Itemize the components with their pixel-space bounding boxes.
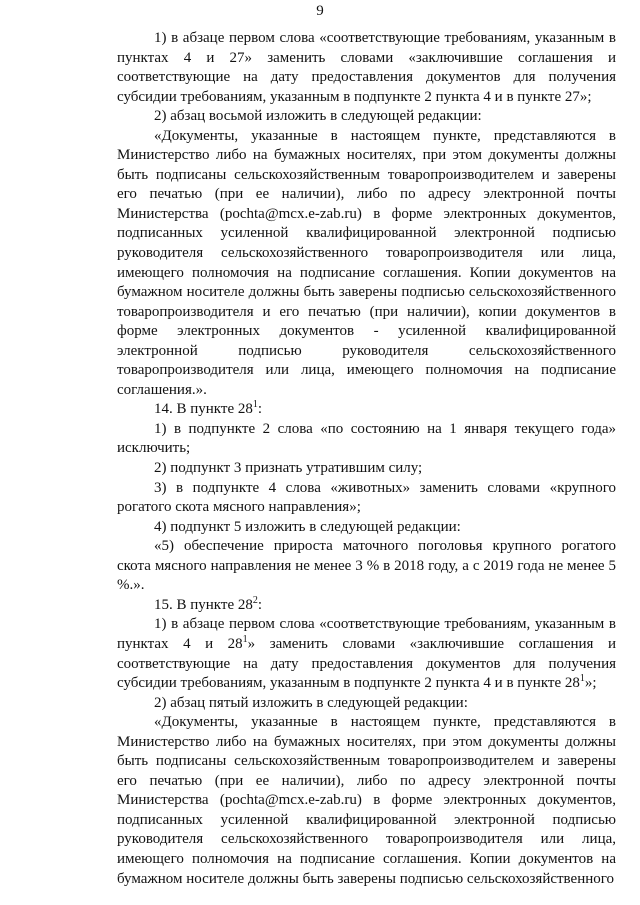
page-number: 9: [316, 3, 324, 19]
paragraph-text: 14. В пункте 28: [154, 401, 253, 418]
paragraph-text: :: [257, 596, 263, 613]
paragraph-6: [117, 459, 616, 479]
paragraph-text: «Документы, указанные в настоящем пункте, представляются в Министерство либо на бумажных носителях, при этом документы должны быть подписаны сельскохозяйственным товаропроизводителем и заверены его печатью (при ее наличии), либо по адресу электронной почты Министерства (pochta@mcx.e-zab.ru) в форме электронных документов, подписанных усиленной квалифицированной электронной подписью руководителя сельскохозяйственного товаропроизводителя или лица, имеющего полномочия на подписание соглашения. Копии документов на бумажном носителе должны быть заверены подписью сельскохозяйственного: [117, 714, 616, 887]
paragraph-13: [117, 713, 616, 889]
paragraph-3: [117, 127, 616, 401]
paragraph-12: [117, 694, 616, 714]
paragraph-7: [117, 479, 616, 518]
paragraph-text: 1) в абзаце первом слова «соответствующие требованиям, указанным в пунктах 4 и 28: [117, 616, 616, 652]
document-body: [117, 29, 616, 889]
paragraph-text: 2) подпункт 3 признать утратившим силу;: [154, 460, 423, 477]
paragraph-text: 1) в подпункте 2 слова «по состоянию на 1 января текущего года» исключить;: [117, 420, 616, 457]
paragraph-2: [117, 107, 616, 127]
paragraph-1: [117, 29, 616, 107]
superscript: 1: [242, 633, 248, 645]
superscript: 1: [252, 399, 258, 411]
paragraph-text: 3) в подпункте 4 слова «животных» заменить словами «крупного рогатого скота мясного направления»;: [117, 479, 616, 516]
paragraph-text: «Документы, указанные в настоящем пункте, представляются в Министерство либо на бумажных носителях, при этом документы должны быть подписаны сельскохозяйственным товаропроизводителем и заверены его печатью (при ее наличии), либо по адресу электронной почты Министерства (pochta@mcx.e-zab.ru) в форме электронных документов, подписанных усиленной квалифицированной электронной подписью руководителя сельскохозяйственного товаропроизводителя или лица, имеющего полномочия на подписание соглашения. Копии документов на бумажном носителе должны быть заверены подписью сельскохозяйственного товаропроизводителя и его печатью (при наличии), копии документов в форме электронных документов - усиленной квалифицированной электронной подписью руководителя сельскохозяйственного товаропроизводителя или лица, имеющего полномочия на подписание соглашения.».: [117, 127, 616, 398]
paragraph-text: 2) абзац восьмой изложить в следующей редакции:: [154, 108, 482, 125]
paragraph-text: 1) в абзаце первом слова «соответствующие требованиям, указанным в пунктах 4 и 27» заменить словами «заключившие соглашения и соответствующие на дату предоставления документов для получения субсидии требованиям, указанным в подпункте 2 пункта 4 и в пункте 27»;: [117, 30, 616, 105]
item-14-heading: [117, 400, 616, 420]
paragraph-text: 4) подпункт 5 изложить в следующей редакции:: [154, 518, 461, 535]
paragraph-text: » заменить словами «заключившие соглашения и соответствующие на дату предоставления документов для получения субсидии требованиям, указанным в подпункте 2 пункта 4 и в пункте 28: [117, 635, 616, 692]
paragraph-text: 15. В пункте 28: [154, 596, 253, 613]
paragraph-text: »;: [584, 675, 597, 692]
paragraph-text: 2) абзац пятый изложить в следующей редакции:: [154, 694, 468, 711]
paragraph-text: «5) обеспечение прироста маточного поголовья крупного рогатого скота мясного направления не менее 3 % в 2018 году, а с 2019 года не менее 5 %.».: [117, 538, 616, 594]
paragraph-8: [117, 518, 616, 538]
paragraph-5: [117, 420, 616, 459]
paragraph-9: [117, 537, 616, 596]
paragraph-11: [117, 615, 616, 693]
superscript: 2: [252, 594, 258, 606]
item-15-heading: [117, 596, 616, 616]
paragraph-text: :: [257, 401, 263, 418]
superscript: 1: [579, 673, 585, 685]
